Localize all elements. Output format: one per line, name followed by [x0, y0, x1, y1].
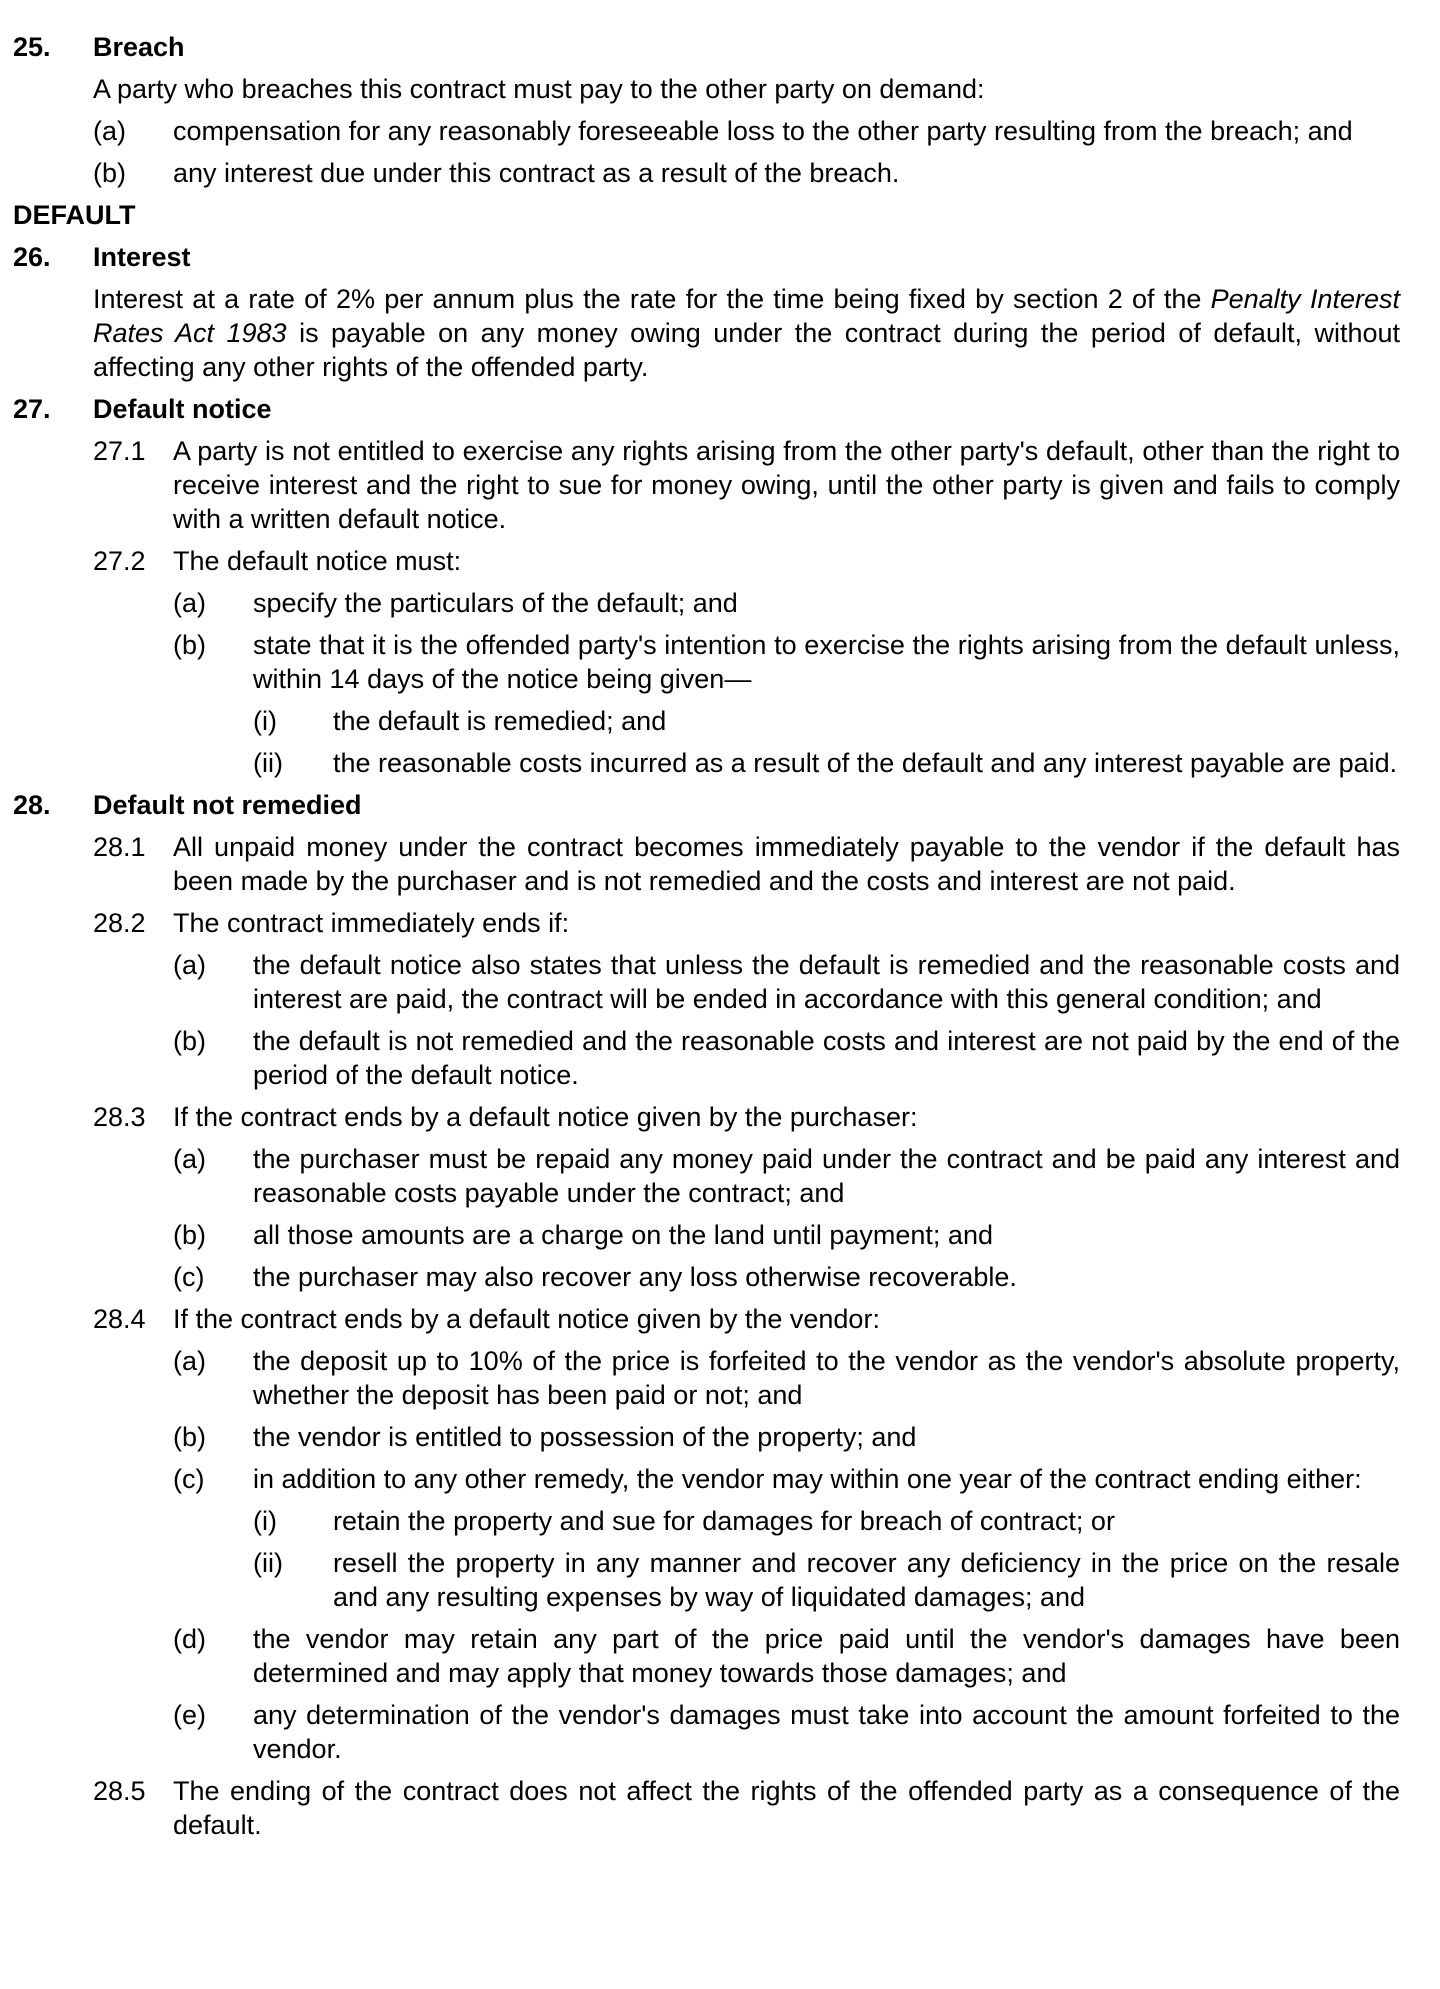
clause-28-4-c-ii [13, 1546, 1400, 1614]
clause-number: 25. [13, 32, 51, 62]
subclause-text: The ending of the contract does not affect the rights of the offended party as a consequence of the default. [173, 1776, 1400, 1840]
clause-28-3-a [13, 1142, 1400, 1210]
subclause-label: 27.2 [93, 546, 146, 576]
clause-27-2-b-i [13, 704, 1400, 738]
interest-text-before: Interest at a rate of 2% per annum plus the rate for the time being fixed by section 2 of the [93, 284, 1211, 314]
subclause-text: If the contract ends by a default notice given by the purchaser: [173, 1102, 918, 1132]
clause-28-heading [13, 788, 1400, 822]
act-name: Penalty Interest Rates Act 1983 [93, 284, 1400, 348]
clause-27-2-a [13, 586, 1400, 620]
item-label: (b) [93, 158, 126, 188]
clause-number: 28. [13, 790, 51, 820]
subclause-text: If the contract ends by a default notice given by the vendor: [173, 1304, 880, 1334]
subclause-label: 28.1 [93, 832, 146, 862]
item-text: the purchaser may also recover any loss otherwise recoverable. [253, 1262, 1017, 1292]
clause-28-4-b [13, 1420, 1400, 1454]
clause-number: 26. [13, 242, 51, 272]
clause-28-4-a [13, 1344, 1400, 1412]
clause-25-heading [13, 30, 1400, 64]
item-label: (a) [173, 1144, 206, 1174]
clause-28-4 [13, 1302, 1400, 1336]
clause-28-2-a [13, 948, 1400, 1016]
item-label: (ii) [253, 1548, 283, 1578]
subclause-text: A party is not entitled to exercise any rights arising from the other party's default, other than the right to receive interest and the right to sue for money owing, until the other party is given and fails to comply with a written default notice. [173, 436, 1400, 534]
subclause-label: 28.4 [93, 1304, 146, 1334]
clause-title: Breach [93, 32, 185, 62]
item-text: all those amounts are a charge on the land until payment; and [253, 1220, 993, 1250]
item-text: the vendor may retain any part of the price paid until the vendor's damages have been determined and may apply that money towards those damages; and [253, 1624, 1400, 1688]
subclause-text: The default notice must: [173, 546, 462, 576]
item-text: the vendor is entitled to possession of the property; and [253, 1422, 917, 1452]
clause-28-5 [13, 1774, 1400, 1842]
item-text: compensation for any reasonably foreseeable loss to the other party resulting from the breach; and [173, 116, 1353, 146]
item-label: (a) [93, 116, 126, 146]
clause-25-item-b [13, 156, 1400, 190]
clause-27-2-b [13, 628, 1400, 696]
item-text: the default is remedied; and [333, 706, 667, 736]
item-label: (a) [173, 1346, 206, 1376]
item-label: (e) [173, 1700, 206, 1730]
clause-26-heading [13, 240, 1400, 274]
item-text: any determination of the vendor's damages must take into account the amount forfeited to the vendor. [253, 1700, 1400, 1764]
subclause-text: All unpaid money under the contract becomes immediately payable to the vendor if the default has been made by the purchaser and is not remedied and the costs and interest are not paid. [173, 832, 1400, 896]
item-text: specify the particulars of the default; and [253, 588, 738, 618]
subclause-label: 28.5 [93, 1776, 146, 1806]
clause-28-4-d [13, 1622, 1400, 1690]
item-text: any interest due under this contract as a result of the breach. [173, 158, 900, 188]
clause-27-1 [13, 434, 1400, 536]
clause-title: Interest [93, 242, 191, 272]
item-label: (i) [253, 706, 277, 736]
clause-28-2-b [13, 1024, 1400, 1092]
clause-28-3-c [13, 1260, 1400, 1294]
item-text: retain the property and sue for damages for breach of contract; or [333, 1506, 1115, 1536]
clause-28-4-c [13, 1462, 1400, 1496]
clause-27-heading [13, 392, 1400, 426]
item-label: (b) [173, 1220, 206, 1250]
item-text: state that it is the offended party's intention to exercise the rights arising from the default unless, within 14 days of the notice being given— [253, 630, 1400, 694]
item-label: (b) [173, 1422, 206, 1452]
clause-number: 27. [13, 394, 51, 424]
item-text: the default is not remedied and the reasonable costs and interest are not paid by the end of the period of the default notice. [253, 1026, 1400, 1090]
clause-27-2-b-ii [13, 746, 1400, 780]
clause-28-4-c-i [13, 1504, 1400, 1538]
interest-text-after: is payable on any money owing under the contract during the period of default, without affecting any other rights of the offended party. [93, 318, 1400, 382]
clause-28-4-e [13, 1698, 1400, 1766]
item-text: the default notice also states that unless the default is remedied and the reasonable costs and interest are paid, the contract will be ended in accordance with this general condition; and [253, 950, 1400, 1014]
item-text: the deposit up to 10% of the price is forfeited to the vendor as the vendor's absolute property, whether the deposit has been paid or not; and [253, 1346, 1400, 1410]
item-text: resell the property in any manner and recover any deficiency in the price on the resale and any resulting expenses by way of liquidated damages; and [333, 1548, 1400, 1612]
clause-25-item-a [13, 114, 1400, 148]
subclause-label: 28.2 [93, 908, 146, 938]
subclause-label: 28.3 [93, 1102, 146, 1132]
item-label: (ii) [253, 748, 283, 778]
item-label: (b) [173, 630, 206, 660]
clause-title: Default not remedied [93, 790, 362, 820]
item-label: (c) [173, 1464, 205, 1494]
clause-26-text [13, 282, 1400, 384]
item-label: (b) [173, 1026, 206, 1056]
section-heading-default: DEFAULT [13, 200, 136, 230]
item-label: (i) [253, 1506, 277, 1536]
item-text: in addition to any other remedy, the vendor may within one year of the contract ending either: [253, 1464, 1362, 1494]
clause-28-3 [13, 1100, 1400, 1134]
item-label: (d) [173, 1624, 206, 1654]
item-text: the reasonable costs incurred as a result of the default and any interest payable are paid. [333, 748, 1398, 778]
item-text: the purchaser must be repaid any money paid under the contract and be paid any interest and reasonable costs payable under the contract; and [253, 1144, 1400, 1208]
clause-title: Default notice [93, 394, 272, 424]
item-label: (a) [173, 950, 206, 980]
clause-27-2 [13, 544, 1400, 578]
subclause-text: The contract immediately ends if: [173, 908, 570, 938]
subclause-label: 27.1 [93, 436, 146, 466]
clause-25-intro: A party who breaches this contract must pay to the other party on demand: [93, 74, 985, 104]
clause-28-1 [13, 830, 1400, 898]
clause-28-3-b [13, 1218, 1400, 1252]
clause-28-2 [13, 906, 1400, 940]
item-label: (c) [173, 1262, 205, 1292]
item-label: (a) [173, 588, 206, 618]
